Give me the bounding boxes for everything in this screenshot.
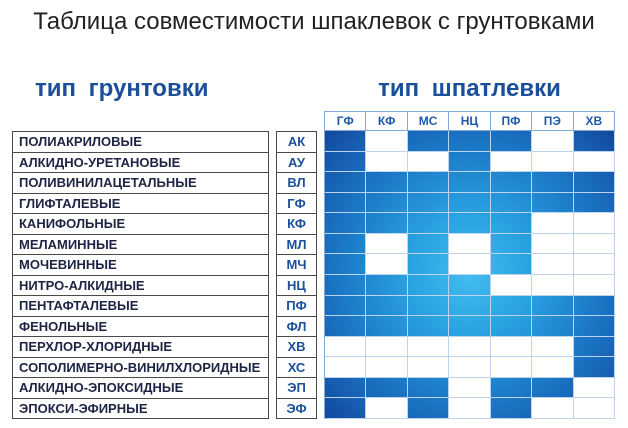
compat-cell-12-3	[408, 357, 449, 378]
compat-cell-12-7	[574, 357, 615, 378]
compat-cell-6-1	[325, 234, 366, 255]
compat-cell-2-4	[449, 152, 490, 173]
compat-cell-5-2	[366, 213, 407, 234]
compat-cell-14-5	[491, 398, 532, 419]
compat-cell-8-3	[408, 275, 449, 296]
compat-cell-5-6	[532, 213, 573, 234]
compat-cell-14-7	[574, 398, 615, 419]
compat-cell-10-5	[491, 316, 532, 337]
compat-cell-5-1	[325, 213, 366, 234]
primer-code: КФ	[277, 214, 316, 235]
compat-cell-2-3	[408, 152, 449, 173]
compat-cell-9-4	[449, 296, 490, 317]
compat-cell-9-3	[408, 296, 449, 317]
compat-cell-4-1	[325, 193, 366, 214]
primer-code: НЦ	[277, 276, 316, 297]
compat-cell-12-4	[449, 357, 490, 378]
compat-cell-9-1	[325, 296, 366, 317]
putty-column-header: МС	[408, 112, 449, 131]
compat-cell-10-3	[408, 316, 449, 337]
compat-cell-6-3	[408, 234, 449, 255]
compat-cell-14-4	[449, 398, 490, 419]
compat-cell-4-6	[532, 193, 573, 214]
primer-name: ЭПОКСИ-ЭФИРНЫЕ	[13, 399, 268, 420]
primer-name: НИТРО-АЛКИДНЫЕ	[13, 276, 268, 297]
compat-cell-11-2	[366, 337, 407, 358]
compat-cell-7-4	[449, 254, 490, 275]
putty-column-header: ПЭ	[532, 112, 573, 131]
compat-cell-3-7	[574, 172, 615, 193]
compat-cell-8-6	[532, 275, 573, 296]
primer-code: ГФ	[277, 194, 316, 215]
putty-column-header: ХВ	[574, 112, 615, 131]
compat-cell-6-5	[491, 234, 532, 255]
page-title: Таблица совместимости шпаклевок с грунтовками	[33, 8, 595, 35]
compat-cell-1-3	[408, 131, 449, 152]
compat-cell-10-2	[366, 316, 407, 337]
compat-cell-12-1	[325, 357, 366, 378]
compat-cell-4-7	[574, 193, 615, 214]
compat-cell-2-5	[491, 152, 532, 173]
compat-cell-5-3	[408, 213, 449, 234]
compat-cell-2-7	[574, 152, 615, 173]
compat-cell-11-6	[532, 337, 573, 358]
primer-code-list	[276, 131, 317, 419]
putty-column-header: ПФ	[491, 112, 532, 131]
compat-cell-2-2	[366, 152, 407, 173]
compat-cell-14-3	[408, 398, 449, 419]
compat-cell-1-5	[491, 131, 532, 152]
primer-code: ВЛ	[277, 173, 316, 194]
compat-cell-7-7	[574, 254, 615, 275]
putty-column-headers	[324, 111, 615, 131]
compat-cell-9-5	[491, 296, 532, 317]
primer-name-list	[12, 131, 269, 419]
primer-name: МОЧЕВИННЫЕ	[13, 255, 268, 276]
primer-name: ПЕНТАФТАЛЕВЫЕ	[13, 296, 268, 317]
primer-name: ФЕНОЛЬНЫЕ	[13, 317, 268, 338]
compat-cell-10-6	[532, 316, 573, 337]
compat-cell-1-7	[574, 131, 615, 152]
primer-name: ГЛИФТАЛЕВЫЕ	[13, 194, 268, 215]
compat-cell-8-1	[325, 275, 366, 296]
compat-cell-6-7	[574, 234, 615, 255]
compat-cell-13-1	[325, 378, 366, 399]
compat-cell-1-6	[532, 131, 573, 152]
compat-cell-4-5	[491, 193, 532, 214]
putty-column-header: КФ	[366, 112, 407, 131]
primer-code: ЭФ	[277, 399, 316, 420]
compat-cell-14-6	[532, 398, 573, 419]
compat-cell-14-2	[366, 398, 407, 419]
compat-cell-1-2	[366, 131, 407, 152]
compat-cell-10-1	[325, 316, 366, 337]
compat-cell-8-2	[366, 275, 407, 296]
compat-cell-7-1	[325, 254, 366, 275]
compat-cell-2-1	[325, 152, 366, 173]
compat-cell-11-5	[491, 337, 532, 358]
compat-cell-10-4	[449, 316, 490, 337]
compat-cell-5-7	[574, 213, 615, 234]
compat-cell-8-4	[449, 275, 490, 296]
compat-cell-13-3	[408, 378, 449, 399]
compat-cell-1-1	[325, 131, 366, 152]
primer-type-heading: тип грунтовки	[35, 75, 209, 102]
primer-code: ХВ	[277, 337, 316, 358]
compat-cell-3-2	[366, 172, 407, 193]
putty-column-header: НЦ	[449, 112, 490, 131]
primer-code: ПФ	[277, 296, 316, 317]
primer-name: ПЕРХЛОР-ХЛОРИДНЫЕ	[13, 337, 268, 358]
compat-cell-12-2	[366, 357, 407, 378]
compat-cell-3-5	[491, 172, 532, 193]
compat-cell-7-6	[532, 254, 573, 275]
primer-code: ЭП	[277, 378, 316, 399]
primer-name: АЛКИДНО-УРЕТАНОВЫЕ	[13, 153, 268, 174]
primer-code: АК	[277, 132, 316, 153]
compat-cell-13-7	[574, 378, 615, 399]
primer-name: ПОЛИАКРИЛОВЫЕ	[13, 132, 268, 153]
compat-cell-7-5	[491, 254, 532, 275]
primer-code: МЛ	[277, 235, 316, 256]
compat-cell-9-2	[366, 296, 407, 317]
compat-cell-12-5	[491, 357, 532, 378]
compat-cell-5-5	[491, 213, 532, 234]
compat-cell-11-4	[449, 337, 490, 358]
compat-cell-14-1	[325, 398, 366, 419]
compat-cell-4-2	[366, 193, 407, 214]
compat-cell-4-4	[449, 193, 490, 214]
putty-column-header: ГФ	[325, 112, 366, 131]
compat-cell-2-6	[532, 152, 573, 173]
compat-cell-1-4	[449, 131, 490, 152]
primer-code: ФЛ	[277, 317, 316, 338]
compat-cell-3-4	[449, 172, 490, 193]
primer-name: СОПОЛИМЕРНО-ВИНИЛХЛОРИДНЫЕ	[13, 358, 268, 379]
compat-cell-13-2	[366, 378, 407, 399]
compat-cell-3-6	[532, 172, 573, 193]
compat-cell-9-7	[574, 296, 615, 317]
compat-cell-3-1	[325, 172, 366, 193]
compat-cell-4-3	[408, 193, 449, 214]
putty-type-heading: тип шпатлевки	[378, 75, 561, 102]
primer-name: МЕЛАМИННЫЕ	[13, 235, 268, 256]
compat-cell-9-6	[532, 296, 573, 317]
compat-cell-6-6	[532, 234, 573, 255]
compat-cell-13-6	[532, 378, 573, 399]
compat-cell-13-5	[491, 378, 532, 399]
primer-code: АУ	[277, 153, 316, 174]
compat-cell-11-7	[574, 337, 615, 358]
compatibility-grid	[324, 131, 615, 419]
compat-cell-7-2	[366, 254, 407, 275]
primer-code: МЧ	[277, 255, 316, 276]
primer-name: ПОЛИВИНИЛАЦЕТАЛЬНЫЕ	[13, 173, 268, 194]
primer-code: ХС	[277, 358, 316, 379]
compat-cell-8-7	[574, 275, 615, 296]
primer-name: КАНИФОЛЬНЫЕ	[13, 214, 268, 235]
compat-cell-7-3	[408, 254, 449, 275]
compat-cell-8-5	[491, 275, 532, 296]
compat-cell-11-1	[325, 337, 366, 358]
compat-cell-5-4	[449, 213, 490, 234]
compat-cell-6-4	[449, 234, 490, 255]
compat-cell-12-6	[532, 357, 573, 378]
primer-name: АЛКИДНО-ЭПОКСИДНЫЕ	[13, 378, 268, 399]
compat-cell-6-2	[366, 234, 407, 255]
compat-cell-11-3	[408, 337, 449, 358]
compat-cell-10-7	[574, 316, 615, 337]
compat-cell-3-3	[408, 172, 449, 193]
compat-cell-13-4	[449, 378, 490, 399]
